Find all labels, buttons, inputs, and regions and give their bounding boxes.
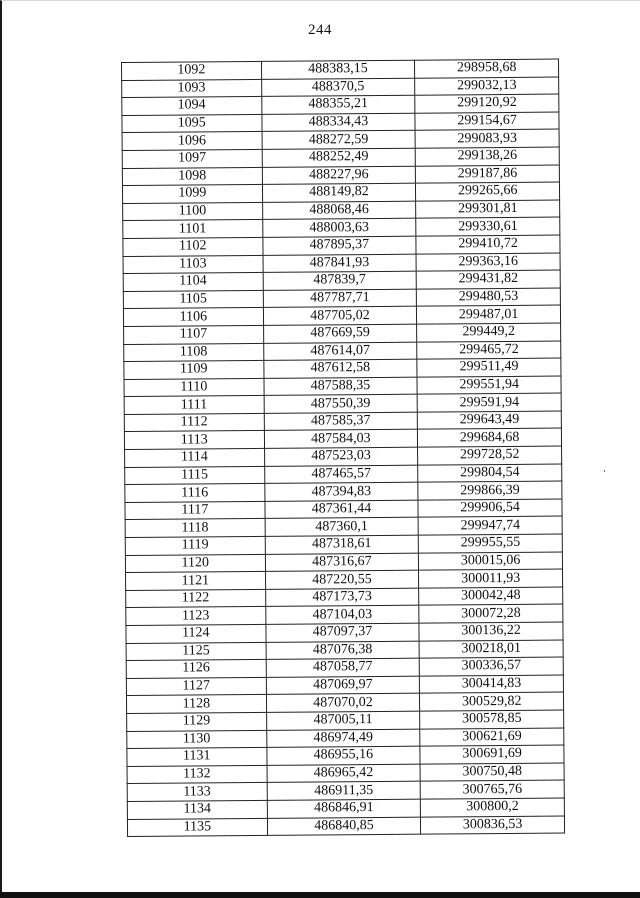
point-number-cell: 1092: [122, 61, 262, 80]
x-coordinate-cell: 487523,03: [264, 447, 418, 466]
x-coordinate-cell: 487612,58: [263, 359, 417, 378]
y-coordinate-cell: 300015,06: [419, 552, 563, 571]
y-coordinate-cell: 299330,61: [416, 217, 560, 236]
y-coordinate-cell: 299487,01: [417, 305, 561, 324]
point-number-cell: 1101: [123, 220, 263, 239]
y-coordinate-cell: 299551,94: [417, 376, 561, 395]
y-coordinate-cell: 299410,72: [416, 235, 560, 254]
page-number: 244: [308, 22, 332, 38]
y-coordinate-cell: 299804,54: [418, 464, 562, 483]
point-number-cell: 1120: [125, 554, 265, 573]
x-coordinate-cell: 488355,21: [261, 95, 415, 114]
x-coordinate-cell: 488272,59: [262, 131, 416, 150]
x-coordinate-cell: 487076,38: [266, 641, 420, 660]
y-coordinate-cell: 300765,76: [420, 780, 564, 799]
y-coordinate-cell: 299187,86: [416, 165, 560, 184]
x-coordinate-cell: 487550,39: [264, 394, 418, 413]
point-number-cell: 1115: [125, 466, 265, 485]
point-number-cell: 1099: [122, 185, 262, 204]
scan-edge: [0, 892, 640, 898]
x-coordinate-cell: 487895,37: [262, 236, 416, 255]
y-coordinate-cell: 300414,83: [420, 675, 564, 694]
x-coordinate-cell: 488383,15: [261, 60, 415, 79]
x-coordinate-cell: 486846,91: [267, 799, 421, 818]
point-number-cell: 1107: [124, 325, 264, 344]
x-coordinate-cell: 487360,1: [265, 518, 419, 537]
x-coordinate-cell: 487220,55: [265, 570, 419, 589]
point-number-cell: 1121: [126, 572, 266, 591]
coordinate-table: [121, 59, 565, 838]
x-coordinate-cell: 488149,82: [262, 183, 416, 202]
y-coordinate-cell: 300621,69: [420, 728, 564, 747]
y-coordinate-cell: 299591,94: [417, 393, 561, 412]
point-number-cell: 1100: [123, 202, 263, 221]
y-coordinate-cell: 300800,2: [421, 798, 565, 817]
y-coordinate-cell: 299465,72: [417, 341, 561, 360]
point-number-cell: 1125: [126, 642, 266, 661]
x-coordinate-cell: 488252,49: [262, 148, 416, 167]
x-coordinate-cell: 487841,93: [263, 254, 417, 273]
x-coordinate-cell: 486911,35: [267, 782, 421, 801]
point-number-cell: 1105: [123, 290, 263, 309]
y-coordinate-cell: 299906,54: [418, 499, 562, 518]
point-number-cell: 1123: [126, 607, 266, 626]
x-coordinate-cell: 486974,49: [266, 729, 420, 748]
y-coordinate-cell: 300218,01: [419, 640, 563, 659]
x-coordinate-cell: 488003,63: [262, 219, 416, 238]
x-coordinate-cell: 487173,73: [265, 588, 419, 607]
y-coordinate-cell: 299643,49: [418, 411, 562, 430]
x-coordinate-cell: 486955,16: [266, 746, 420, 765]
point-number-cell: 1103: [123, 255, 263, 274]
point-number-cell: 1113: [124, 431, 264, 450]
y-coordinate-cell: 299511,49: [417, 358, 561, 377]
point-number-cell: 1106: [123, 308, 263, 327]
point-number-cell: 1127: [126, 677, 266, 696]
point-number-cell: 1134: [127, 800, 267, 819]
point-number-cell: 1135: [127, 818, 267, 837]
x-coordinate-cell: 487058,77: [266, 658, 420, 677]
x-coordinate-cell: 486965,42: [267, 764, 421, 783]
point-number-cell: 1093: [122, 79, 262, 98]
y-coordinate-cell: 298958,68: [415, 59, 559, 78]
point-number-cell: 1133: [127, 783, 267, 802]
point-number-cell: 1110: [124, 378, 264, 397]
x-coordinate-cell: 486840,85: [267, 817, 421, 836]
y-coordinate-cell: 299866,39: [418, 481, 562, 500]
point-number-cell: 1116: [125, 484, 265, 503]
y-coordinate-cell: 300578,85: [420, 710, 564, 729]
x-coordinate-cell: 487787,71: [263, 289, 417, 308]
x-coordinate-cell: 488068,46: [262, 201, 416, 220]
y-coordinate-cell: 299363,16: [416, 253, 560, 272]
x-coordinate-cell: 488227,96: [262, 166, 416, 185]
point-number-cell: 1104: [123, 273, 263, 292]
point-number-cell: 1112: [124, 413, 264, 432]
y-coordinate-cell: 299265,66: [416, 182, 560, 201]
point-number-cell: 1132: [127, 765, 267, 784]
x-coordinate-cell: 487705,02: [263, 306, 417, 325]
x-coordinate-cell: 488370,5: [261, 78, 415, 97]
y-coordinate-cell: 299947,74: [418, 516, 562, 535]
y-coordinate-cell: 300011,93: [419, 569, 563, 588]
point-number-cell: 1118: [125, 519, 265, 538]
y-coordinate-cell: 299955,55: [419, 534, 563, 553]
x-coordinate-cell: 487318,61: [265, 535, 419, 554]
point-number-cell: 1111: [124, 396, 264, 415]
x-coordinate-cell: 487588,35: [264, 377, 418, 396]
y-coordinate-cell: 299301,81: [416, 200, 560, 219]
point-number-cell: 1129: [127, 712, 267, 731]
x-coordinate-cell: 487465,57: [264, 465, 418, 484]
point-number-cell: 1108: [124, 343, 264, 362]
point-number-cell: 1102: [123, 237, 263, 256]
y-coordinate-cell: 299154,67: [415, 112, 559, 131]
y-coordinate-cell: 299684,68: [418, 429, 562, 448]
y-coordinate-cell: 300691,69: [420, 745, 564, 764]
y-coordinate-cell: 299431,82: [416, 270, 560, 289]
point-number-cell: 1119: [125, 536, 265, 555]
x-coordinate-cell: 487584,03: [264, 430, 418, 449]
y-coordinate-cell: 300042,48: [419, 587, 563, 606]
y-coordinate-cell: 299449,2: [417, 323, 561, 342]
x-coordinate-cell: 487839,7: [263, 271, 417, 290]
y-coordinate-cell: 299032,13: [415, 77, 559, 96]
y-coordinate-cell: 299728,52: [418, 446, 562, 465]
x-coordinate-cell: 487069,97: [266, 676, 420, 695]
x-coordinate-cell: 487669,59: [263, 324, 417, 343]
point-number-cell: 1097: [122, 149, 262, 168]
y-coordinate-cell: 300072,28: [419, 604, 563, 623]
point-number-cell: 1131: [127, 748, 267, 767]
y-coordinate-cell: 300136,22: [419, 622, 563, 641]
point-number-cell: 1109: [124, 360, 264, 379]
x-coordinate-cell: 487005,11: [266, 711, 420, 730]
y-coordinate-cell: 299083,93: [415, 129, 559, 148]
point-number-cell: 1126: [126, 660, 266, 679]
coordinate-table-body: [122, 59, 565, 837]
point-number-cell: 1128: [126, 695, 266, 714]
y-coordinate-cell: 299120,92: [415, 94, 559, 113]
x-coordinate-cell: 487361,44: [265, 500, 419, 519]
x-coordinate-cell: 487097,37: [266, 623, 420, 642]
x-coordinate-cell: 487316,67: [265, 553, 419, 572]
y-coordinate-cell: 299138,26: [415, 147, 559, 166]
y-coordinate-cell: 300836,53: [421, 816, 565, 835]
point-number-cell: 1096: [122, 132, 262, 151]
point-number-cell: 1094: [122, 97, 262, 116]
scan-speck: [604, 470, 605, 472]
y-coordinate-cell: 300750,48: [420, 763, 564, 782]
point-number-cell: 1130: [127, 730, 267, 749]
y-coordinate-cell: 300336,57: [419, 657, 563, 676]
x-coordinate-cell: 487070,02: [266, 694, 420, 713]
table-row: [127, 816, 564, 837]
x-coordinate-cell: 487585,37: [264, 412, 418, 431]
point-number-cell: 1114: [125, 448, 265, 467]
point-number-cell: 1098: [122, 167, 262, 186]
y-coordinate-cell: 300529,82: [420, 692, 564, 711]
point-number-cell: 1122: [126, 589, 266, 608]
point-number-cell: 1124: [126, 624, 266, 643]
x-coordinate-cell: 487104,03: [265, 606, 419, 625]
y-coordinate-cell: 299480,53: [417, 288, 561, 307]
x-coordinate-cell: 488334,43: [262, 113, 416, 132]
point-number-cell: 1117: [125, 501, 265, 520]
x-coordinate-cell: 487394,83: [264, 482, 418, 501]
x-coordinate-cell: 487614,07: [263, 342, 417, 361]
point-number-cell: 1095: [122, 114, 262, 133]
